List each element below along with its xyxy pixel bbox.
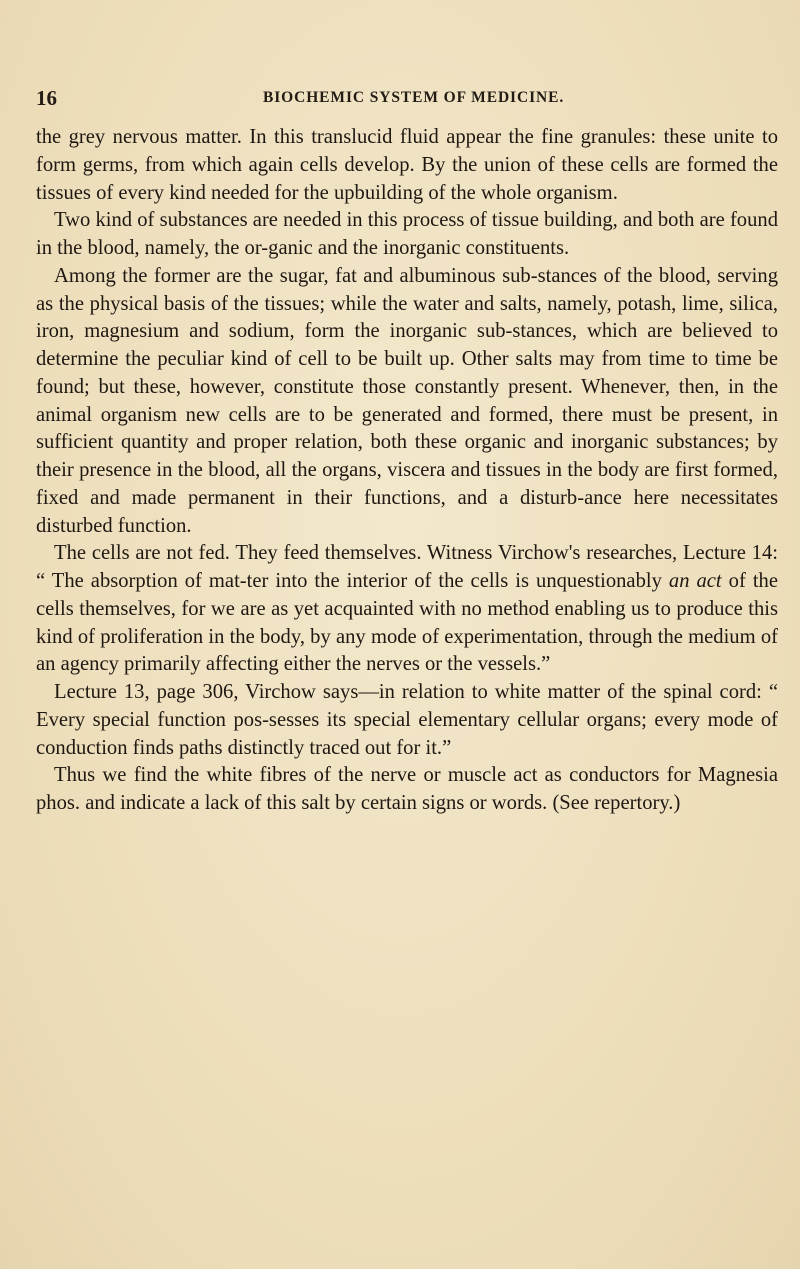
running-head: BIOCHEMIC SYSTEM OF MEDICINE. [263,89,565,106]
paragraph-virchow-lecture-14 [36,540,778,679]
page-number: 16 [36,86,57,110]
paragraph-virchow-lecture-13: Lecture 13, page 306, Virchow says—in relation to white matter of the spinal cord: “ Every special function pos-sesses its special elementary cellular organs; every mode of conduction finds paths distinctly traced out for it.” [36,681,778,759]
body-text [36,124,778,818]
quote-text-after: of the cells themselves, for we are as yet acquainted with no method enabling us to produce this kind of proliferation in the body, by any mode of experimentation, through the medium of an agency primarily affecting either the nerves or the vessels.” [36,570,778,676]
quote-text-before: The cells are not fed. They feed themselves. Witness Virchow's researches, Lecture 14: “ The absorption of mat-ter into the interior of the cells is unquestionably [36,542,778,592]
paragraph-substances: Two kind of substances are needed in this process of tissue building, and both are found in the blood, namely, the or-ganic and the inorganic constituents. [36,209,778,259]
paragraph-organic-inorganic: Among the former are the sugar, fat and albuminous sub-stances of the blood, serving as the physical basis of the tissues; while the water and salts, namely, potash, lime, silica, iron, magnesium and sodium, form the inorganic sub-stances, which are believed to determine the peculiar kind of cell to be built up. Other salts may from time to time be found; but these, however, constitute those constantly present. Whenever, then, in the animal organism new cells are to be generated and formed, there must be present, in sufficient quantity and proper relation, both these organic and inorganic substances; by their presence in the blood, all the organs, viscera and tissues in the body are first formed, fixed and made permanent in their functions, and a disturb-ance here necessitates disturbed function. [36,264,778,537]
emphasis-an-act: an act [668,570,722,592]
paragraph-magnesia-phos: Thus we find the white fibres of the nerve or muscle act as conductors for Magnesia phos. and indicate a lack of this salt by certain signs or words. (See repertory.) [36,764,778,814]
page-header [0,86,800,116]
paragraph-continuation: the grey nervous matter. In this translucid fluid appear the fine granules: these unite to form germs, from which again cells develop. By the union of these cells are formed the tissues of every kind needed for the upbuilding of the whole organism. [36,126,778,204]
